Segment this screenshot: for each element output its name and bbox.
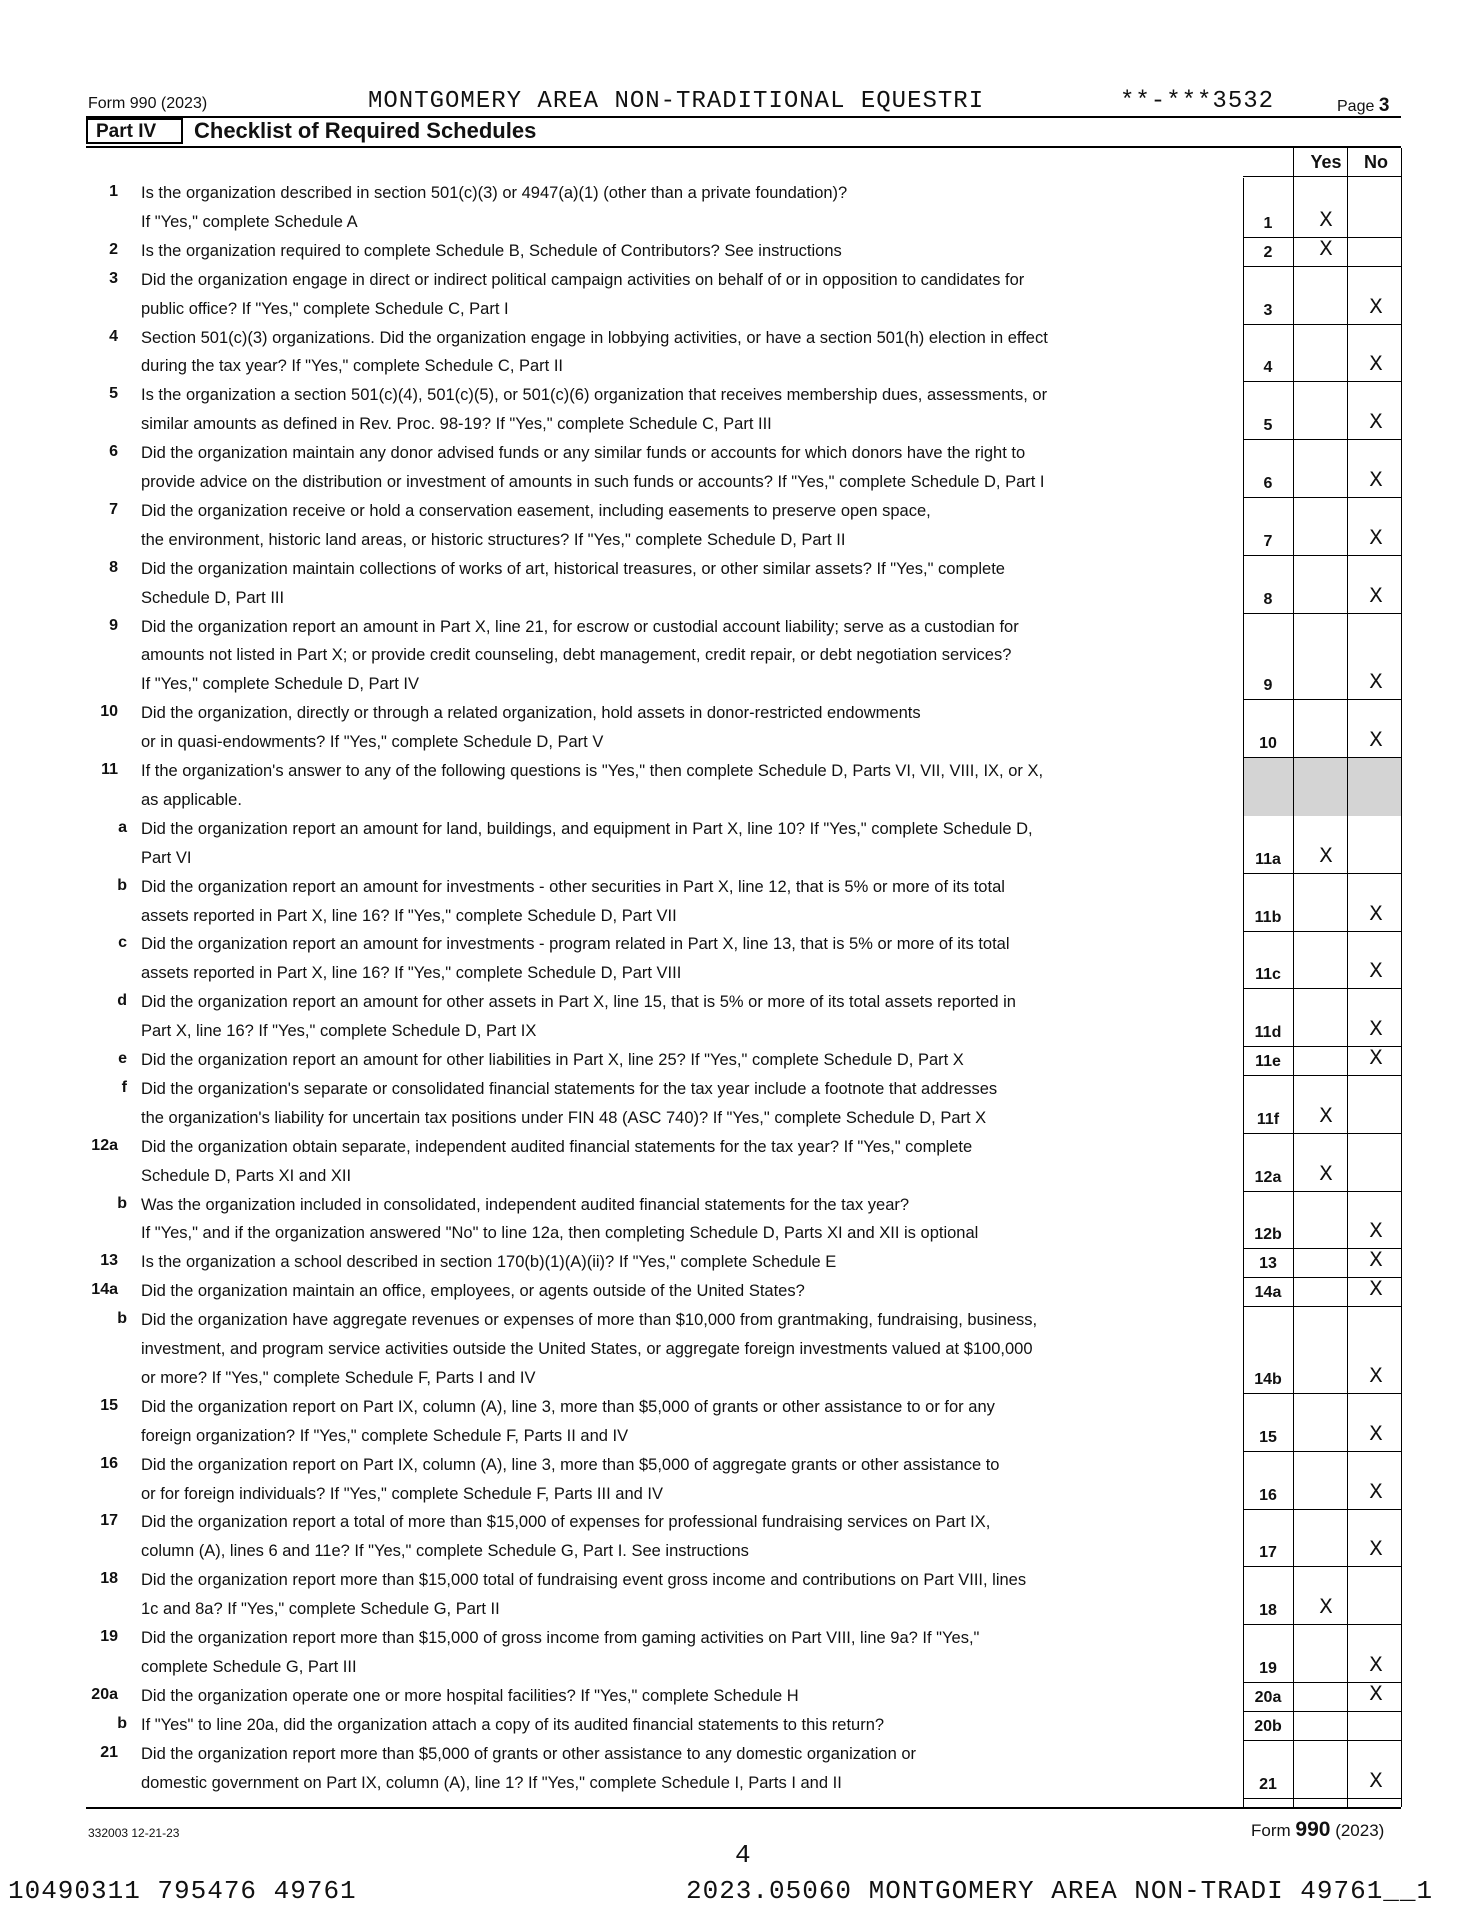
answer-line-ref: 16 <box>1259 1487 1277 1504</box>
question-text: complete Schedule G, Part III <box>141 1658 357 1676</box>
line-sub-letter: f <box>121 1079 127 1096</box>
question-text: Did the organization's separate or consolidated financial statements for the tax year include a footnote that addresses <box>141 1080 998 1098</box>
line-number: 20a <box>91 1686 118 1703</box>
question-text: Did the organization report an amount in Part X, line 21, for escrow or custodial account liability; serve as a custodian for <box>141 618 1019 636</box>
question-text: or for foreign individuals? If "Yes," complete Schedule F, Parts III and IV <box>141 1485 663 1503</box>
footer-form-number: 990 <box>1295 1818 1331 1841</box>
question-text: the organization's liability for uncertain tax positions under FIN 48 (ASC 740)? If "Yes," complete Schedule D, Part X <box>141 1109 987 1127</box>
line-sub-letter: b <box>117 877 127 894</box>
no-checkmark[interactable]: X <box>1369 1537 1383 1562</box>
line-number: 3 <box>109 270 118 287</box>
no-checkmark[interactable]: X <box>1369 1480 1383 1505</box>
answer-row-rule <box>1243 324 1401 325</box>
line-sub-letter: b <box>117 1195 127 1212</box>
line-number: 19 <box>100 1628 118 1645</box>
question-text: Section 501(c)(3) organizations. Did the organization engage in lobbying activities, or have a section 501(h) election in effect <box>141 329 1048 347</box>
no-checkmark[interactable]: X <box>1369 1017 1383 1042</box>
answer-row-rule <box>1243 1191 1401 1192</box>
line-sub-letter: e <box>118 1050 127 1067</box>
answer-line-ref: 6 <box>1263 475 1273 492</box>
answer-line-ref: 1 <box>1263 215 1273 232</box>
yes-checkmark[interactable]: X <box>1319 1595 1333 1620</box>
page-number-footer: 4 <box>735 1840 751 1870</box>
answer-line-ref: 20b <box>1254 1718 1282 1735</box>
part-header <box>86 118 1401 148</box>
answer-line-ref: 3 <box>1263 302 1273 319</box>
answer-row-rule <box>1243 1624 1401 1625</box>
answer-line-ref: 19 <box>1259 1660 1277 1677</box>
no-checkmark[interactable]: X <box>1369 526 1383 551</box>
part-label: Part IV <box>86 118 183 144</box>
question-text: Part X, line 16? If "Yes," complete Schedule D, Part IX <box>141 1022 537 1040</box>
line-number: 2 <box>109 241 118 258</box>
answer-row-rule <box>1243 699 1401 700</box>
question-text: Did the organization maintain an office, employees, or agents outside of the United States? <box>141 1282 805 1300</box>
question-text: Did the organization obtain separate, independent audited financial statements for the tax year? If "Yes," complete <box>141 1138 973 1156</box>
answer-line-ref: 12a <box>1254 1169 1282 1186</box>
no-checkmark[interactable]: X <box>1369 670 1383 695</box>
answer-row-rule <box>1243 988 1401 989</box>
question-text: If "Yes," complete Schedule A <box>141 213 358 231</box>
column-header-rule <box>1243 176 1401 177</box>
no-checkmark[interactable]: X <box>1369 728 1383 753</box>
footer-form <box>1251 1818 1384 1842</box>
question-text: Is the organization required to complete Schedule B, Schedule of Contributors? See instructions <box>141 242 842 260</box>
answer-line-ref: 17 <box>1259 1544 1277 1561</box>
line-number: 15 <box>100 1397 118 1414</box>
answer-row-rule <box>1243 1711 1401 1712</box>
question-text: provide advice on the distribution or investment of amounts in such funds or accounts? If "Yes," complete Schedule D, Part I <box>141 473 1045 491</box>
line-number: 13 <box>100 1252 118 1269</box>
form-code: 332003 12-21-23 <box>88 1826 180 1840</box>
no-checkmark[interactable]: X <box>1369 902 1383 927</box>
line-number: 11 <box>101 761 118 778</box>
question-text: Did the organization report more than $5,000 of grants or other assistance to any domestic organization or <box>141 1745 917 1763</box>
answer-row-rule <box>1243 266 1401 267</box>
no-checkmark[interactable]: X <box>1369 1653 1383 1678</box>
stamp-right: 2023.05060 MONTGOMERY AREA NON-TRADI 49761__1 <box>686 1876 1434 1906</box>
question-text: Did the organization report more than $15,000 of gross income from gaming activities on Part VIII, line 9a? If "Yes," <box>141 1629 980 1647</box>
no-checkmark[interactable]: X <box>1369 352 1383 377</box>
yes-checkmark[interactable]: X <box>1319 1162 1333 1187</box>
line-number: 4 <box>109 328 118 345</box>
line-number: 17 <box>100 1512 118 1529</box>
line-number: 16 <box>100 1455 118 1472</box>
yes-checkmark[interactable]: X <box>1319 844 1333 869</box>
line-sub-letter: b <box>117 1715 127 1732</box>
yes-checkmark[interactable]: X <box>1319 1104 1333 1129</box>
answer-row-rule <box>1243 1509 1401 1510</box>
no-checkmark[interactable]: X <box>1369 1422 1383 1447</box>
no-checkmark[interactable]: X <box>1369 410 1383 435</box>
answer-line-ref: 12b <box>1254 1226 1282 1243</box>
yes-checkmark[interactable]: X <box>1319 237 1333 262</box>
answer-line-ref: 11d <box>1254 1024 1282 1041</box>
question-text: Did the organization engage in direct or indirect political campaign activities on behalf of or in opposition to candidates for <box>141 271 1025 289</box>
line-number: 10 <box>100 703 118 720</box>
question-text: amounts not listed in Part X; or provide credit counseling, debt management, credit repair, or debt negotiation services? <box>141 646 1012 664</box>
answer-line-ref: 15 <box>1259 1429 1277 1446</box>
answer-row-rule <box>1243 497 1401 498</box>
page-number: 3 <box>1378 95 1390 116</box>
question-text: Did the organization report a total of more than $15,000 of expenses for professional fundraising services on Part IX, <box>141 1513 991 1531</box>
question-text: Was the organization included in consolidated, independent audited financial statements for the tax year? <box>141 1196 910 1214</box>
no-checkmark[interactable]: X <box>1369 1046 1383 1071</box>
page-word: Page <box>1337 98 1375 115</box>
answer-line-ref: 11f <box>1256 1111 1280 1128</box>
line-sub-letter: d <box>117 992 127 1009</box>
question-text: public office? If "Yes," complete Schedule C, Part I <box>141 300 509 318</box>
footer-form-year: (2023) <box>1335 1821 1385 1840</box>
line-sub-letter: a <box>118 819 127 836</box>
table-bottom-rule <box>86 1807 1401 1809</box>
answer-row-rule <box>1243 555 1401 556</box>
line-number: 21 <box>100 1744 118 1761</box>
answer-row-rule <box>1243 613 1401 614</box>
answer-line-ref: 4 <box>1263 359 1273 376</box>
answer-row-rule <box>1243 1306 1401 1307</box>
question-text: Did the organization maintain any donor advised funds or any similar funds or accounts for which donors have the right to <box>141 444 1026 462</box>
question-text: Schedule D, Parts XI and XII <box>141 1167 352 1185</box>
line-number: 1 <box>109 183 118 200</box>
answer-line-ref: 11b <box>1254 909 1282 926</box>
grid-column-rule <box>1347 148 1348 1807</box>
answer-line-ref: 11e <box>1255 1053 1281 1070</box>
question-text: Did the organization report an amount for other liabilities in Part X, line 25? If "Yes," complete Schedule D, Part X <box>141 1051 964 1069</box>
no-checkmark[interactable]: X <box>1369 468 1383 493</box>
question-text: as applicable. <box>141 791 242 809</box>
answer-line-ref: 8 <box>1263 591 1273 608</box>
no-checkmark[interactable]: X <box>1369 1364 1383 1389</box>
question-text: assets reported in Part X, line 16? If "Yes," complete Schedule D, Part VIII <box>141 964 682 982</box>
question-text: Part VI <box>141 849 192 867</box>
question-text: or more? If "Yes," complete Schedule F, Parts I and IV <box>141 1369 536 1387</box>
question-text: If "Yes," complete Schedule D, Part IV <box>141 675 419 693</box>
footer-form-prefix: Form <box>1251 1821 1291 1840</box>
answer-row-rule <box>1243 1451 1401 1452</box>
line-number: 14a <box>91 1281 118 1298</box>
answer-row-rule <box>1243 1740 1401 1741</box>
answer-line-ref: 21 <box>1259 1776 1277 1793</box>
question-text: similar amounts as defined in Rev. Proc. 98-19? If "Yes," complete Schedule C, Part III <box>141 415 772 433</box>
question-text: Is the organization described in section 501(c)(3) or 4947(a)(1) (other than a private foundation)? <box>141 184 848 202</box>
answer-row-rule <box>1243 757 1401 758</box>
question-text: Did the organization report an amount for investments - other securities in Part X, line 12, that is 5% or more of its total <box>141 878 1005 896</box>
line-sub-letter: b <box>117 1310 127 1327</box>
question-text: Did the organization maintain collections of works of art, historical treasures, or other similar assets? If "Yes," complete <box>141 560 1005 578</box>
line-number: 18 <box>100 1570 118 1587</box>
answer-line-ref: 9 <box>1263 677 1273 694</box>
question-text: Did the organization operate one or more hospital facilities? If "Yes," complete Schedule H <box>141 1687 799 1705</box>
no-checkmark[interactable]: X <box>1369 295 1383 320</box>
line-number: 8 <box>109 559 118 576</box>
yes-column-header: Yes <box>1310 152 1342 172</box>
question-text: Did the organization have aggregate revenues or expenses of more than $10,000 from grantmaking, fundraising, business, <box>141 1311 1038 1329</box>
question-text: assets reported in Part X, line 16? If "Yes," complete Schedule D, Part VII <box>141 907 677 925</box>
answer-row-rule <box>1243 381 1401 382</box>
question-text: Did the organization report more than $15,000 total of fundraising event gross income and contributions on Part VIII, lines <box>141 1571 1027 1589</box>
no-checkmark[interactable]: X <box>1369 1682 1383 1707</box>
answer-row-rule <box>1243 1798 1401 1799</box>
question-text: foreign organization? If "Yes," complete Schedule F, Parts II and IV <box>141 1427 629 1445</box>
page-indicator <box>1337 95 1389 117</box>
question-text: If the organization's answer to any of the following questions is "Yes," then complete Schedule D, Parts VI, VII, VIII, IX, or X, <box>141 762 1044 780</box>
question-text: Schedule D, Part III <box>141 589 285 607</box>
answer-line-ref: 2 <box>1263 244 1273 261</box>
question-text: Did the organization report on Part IX, column (A), line 3, more than $5,000 of grants or other assistance to or for any <box>141 1398 995 1416</box>
part-title: Checklist of Required Schedules <box>194 118 537 143</box>
line-number: 12a <box>91 1137 118 1154</box>
question-text: during the tax year? If "Yes," complete Schedule C, Part II <box>141 357 563 375</box>
question-text: 1c and 8a? If "Yes," complete Schedule G, Part II <box>141 1600 500 1618</box>
no-checkmark[interactable]: X <box>1369 1219 1383 1244</box>
answer-row-rule <box>1243 873 1401 874</box>
no-column-header: No <box>1364 152 1388 172</box>
question-text: Did the organization receive or hold a conservation easement, including easements to preserve open space, <box>141 502 931 520</box>
question-text: Is the organization a section 501(c)(4), 501(c)(5), or 501(c)(6) organization that receives membership dues, assessments, or <box>141 386 1048 404</box>
answer-line-ref: 7 <box>1263 533 1273 550</box>
question-text: If "Yes," and if the organization answered "No" to line 12a, then completing Schedule D, Parts XI and XII is optional <box>141 1224 979 1242</box>
grid-column-rule <box>1293 148 1294 1807</box>
answer-line-ref: 20a <box>1254 1689 1282 1706</box>
question-text: Did the organization report an amount for other assets in Part X, line 15, that is 5% or more of its total assets reported in <box>141 993 1016 1011</box>
answer-line-ref: 18 <box>1259 1602 1277 1619</box>
ein: **-***3532 <box>1120 88 1275 115</box>
no-checkmark[interactable]: X <box>1369 584 1383 609</box>
question-text: Did the organization report an amount for investments - program related in Part X, line 13, that is 5% or more of its total <box>141 935 1010 953</box>
org-name: MONTGOMERY AREA NON-TRADITIONAL EQUESTRI <box>368 88 985 115</box>
question-text: If "Yes" to line 20a, did the organization attach a copy of its audited financial statements to this return? <box>141 1716 885 1734</box>
line-number: 5 <box>109 385 118 402</box>
answer-row-rule <box>1243 439 1401 440</box>
answer-line-ref: 5 <box>1263 417 1273 434</box>
grid-column-rule <box>1401 148 1402 1807</box>
question-text: column (A), lines 6 and 11e? If "Yes," complete Schedule G, Part I. See instructions <box>141 1542 749 1560</box>
question-text: Did the organization report on Part IX, column (A), line 3, more than $5,000 of aggregate grants or other assistance to <box>141 1456 1000 1474</box>
no-checkmark[interactable]: X <box>1369 1277 1383 1302</box>
answer-line-ref: 11c <box>1255 966 1281 983</box>
question-text: domestic government on Part IX, column (A), line 1? If "Yes," complete Schedule I, Parts I and II <box>141 1774 842 1792</box>
line-number: 7 <box>109 501 118 518</box>
form-label: Form 990 (2023) <box>88 95 208 112</box>
answer-line-ref: 13 <box>1259 1255 1277 1272</box>
no-checkmark[interactable]: X <box>1369 1769 1383 1794</box>
question-text: the environment, historic land areas, or historic structures? If "Yes," complete Schedule D, Part II <box>141 531 846 549</box>
no-checkmark[interactable]: X <box>1369 1248 1383 1273</box>
stamp-left: 10490311 795476 49761 <box>8 1876 357 1906</box>
answer-line-ref: 14b <box>1254 1371 1282 1388</box>
answer-row-rule <box>1243 1133 1401 1134</box>
question-text: investment, and program service activities outside the United States, or aggregate foreign investments valued at $100,000 <box>141 1340 1033 1358</box>
question-text: Is the organization a school described in section 170(b)(1)(A)(ii)? If "Yes," complete Schedule E <box>141 1253 837 1271</box>
question-text: or in quasi-endowments? If "Yes," complete Schedule D, Part V <box>141 733 604 751</box>
answer-line-ref: 10 <box>1259 735 1277 752</box>
answer-line-ref: 11a <box>1255 851 1281 868</box>
answer-line-ref: 14a <box>1254 1284 1282 1301</box>
answer-row-rule <box>1243 931 1401 932</box>
line-number: 6 <box>109 443 118 460</box>
yes-checkmark[interactable]: X <box>1319 208 1333 233</box>
answer-row-rule <box>1243 1566 1401 1567</box>
shaded-cell-line-11 <box>1243 758 1401 816</box>
answer-row-rule <box>1243 1393 1401 1394</box>
question-text: Did the organization report an amount for land, buildings, and equipment in Part X, line 10? If "Yes," complete Schedule D, <box>141 820 1033 838</box>
question-text: Did the organization, directly or through a related organization, hold assets in donor-restricted endowments <box>141 704 921 722</box>
line-sub-letter: c <box>118 934 127 951</box>
line-number: 9 <box>109 617 118 634</box>
no-checkmark[interactable]: X <box>1369 959 1383 984</box>
answer-row-rule <box>1243 1075 1401 1076</box>
